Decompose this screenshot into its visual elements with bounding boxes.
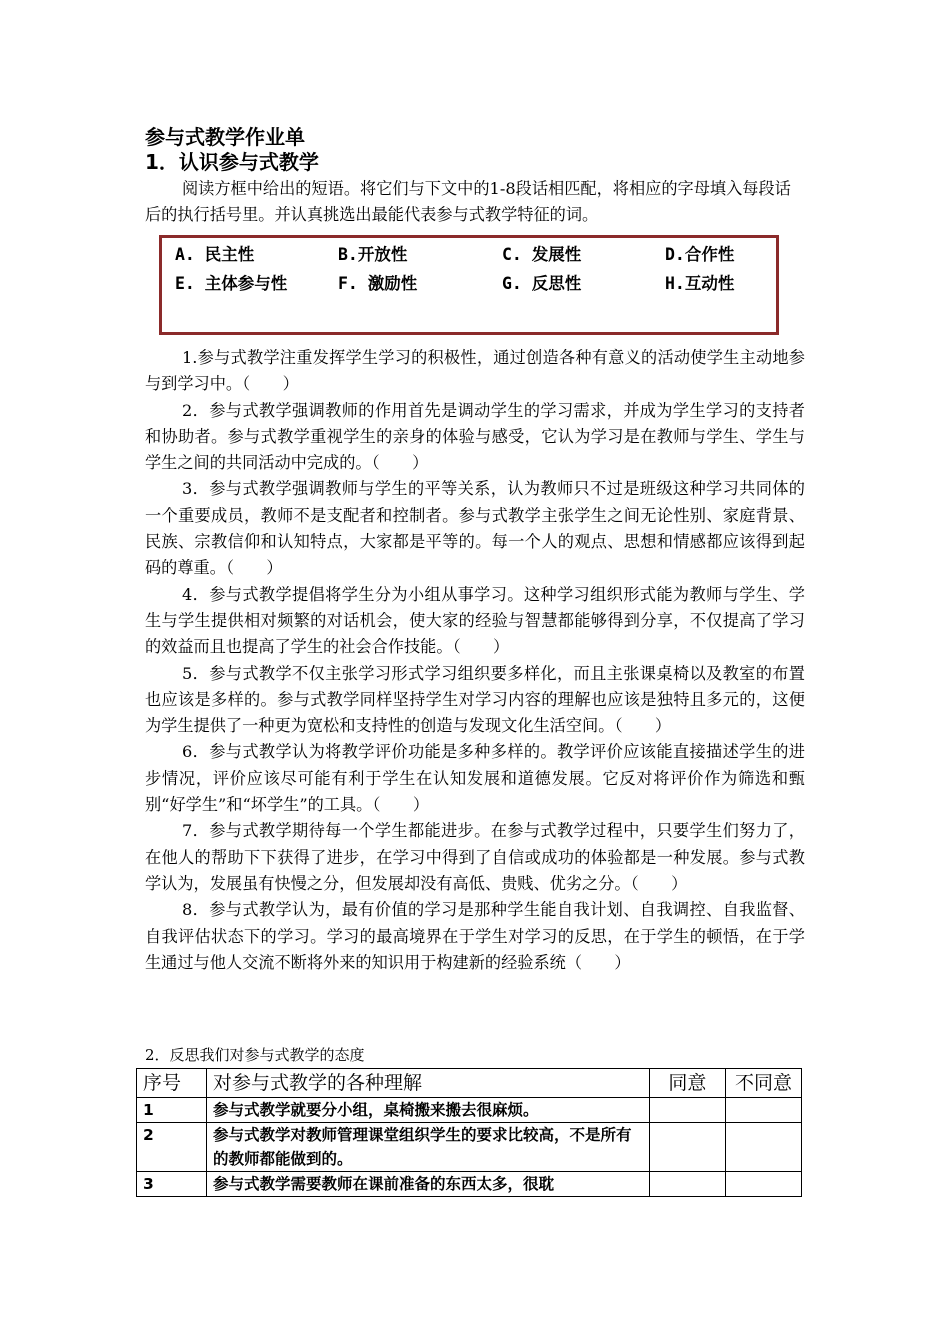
row-number: 3	[137, 1172, 207, 1197]
option-g: G. 反思性	[502, 274, 582, 293]
option-c: C. 发展性	[502, 245, 582, 264]
col-header-number: 序号	[137, 1069, 207, 1098]
statement-item: 6．参与式教学认为将教学评价功能是多种多样的。教学评价应该能直接描述学生的进步情况，评价应该尽可能有利于学生在认知发展和道德发展。它反对将评价作为筛选和甄别“好学生”和“坏学生”的工具。（ ）	[145, 742, 805, 815]
agree-cell[interactable]	[649, 1172, 725, 1197]
statement-item: 8．参与式教学认为，最有价值的学习是那种学生能自我计划、自我调控、自我监督、自我评估状态下的学习。学习的最高境界在于学生对学习的反思，在于学生的顿悟，在于学生通过与他人交流不断将外来的知识用于构建新的经验系统（ ）	[145, 900, 805, 972]
statement-item: 7．参与式教学期待每一个学生都能进步。在参与式教学过程中，只要学生们努力了，在他人的帮助下下获得了进步，在学习中得到了自信或成功的体验都是一种发展。参与式教学认为，发展虽有快慢之分，但发展却没有高低、贵贱、优劣之分。（ ）	[145, 821, 805, 893]
agree-cell[interactable]	[649, 1123, 725, 1172]
page-title: 参与式教学作业单	[145, 125, 305, 149]
option-f: F. 激励性	[338, 274, 418, 293]
statement-item: 5．参与式教学不仅主张学习形式学习组织要多样化，而且主张课桌椅以及教室的布置也应该是多样的。参与式教学同样坚持学生对学习内容的理解也应该是独特且多元的，这便为学生提供了一种更为宽松和支持性的创造与发现文化生活空间。（ ）	[145, 663, 805, 736]
section1-intro: 阅读方框中给出的短语。将它们与下文中的1-8段话相匹配，将相应的字母填入每段话后的执行括号里。并认真挑选出最能代表参与式教学特征的词。	[145, 179, 791, 224]
disagree-cell[interactable]	[725, 1098, 801, 1123]
statement-item: 4．参与式教学提倡将学生分为小组从事学习。这种学习组织形式能为教师与学生、学生与学生提供相对频繁的对话机会，使大家的经验与智慧都能够得到分享，不仅提高了学习的效益而且也提高了学生的社会合作技能。（ ）	[145, 584, 805, 657]
statement-item: 3．参与式教学强调教师与学生的平等关系，认为教师只不过是班级这种学习共同体的一个重要成员，教师不是支配者和控制者。参与式教学主张学生之间无论性别、家庭背景、民族、宗教信仰和认知特点，大家都是平等的。每一个人的观点、思想和情感都应该得到起码的尊重。（ ）	[145, 479, 805, 578]
attitude-table	[136, 1068, 802, 1197]
section1-heading: 1．认识参与式教学	[145, 150, 319, 174]
table-row	[137, 1098, 802, 1123]
row-number: 2	[137, 1123, 207, 1172]
row-number: 1	[137, 1098, 207, 1123]
statement-item: 1.参与式教学注重发挥学生学习的积极性，通过创造各种有意义的活动使学生主动地参与到学习中。（ ）	[145, 348, 805, 394]
disagree-cell[interactable]	[725, 1172, 801, 1197]
table-row	[137, 1123, 802, 1172]
statement-list	[145, 345, 805, 976]
table-row	[137, 1172, 802, 1197]
col-header-disagree: 不同意	[725, 1069, 801, 1098]
row-statement: 参与式教学对教师管理课堂组织学生的要求比较高，不是所有的教师都能做到的。	[206, 1123, 649, 1172]
section2-heading: 2．反思我们对参与式教学的态度	[145, 1046, 365, 1064]
option-e: E. 主体参与性	[175, 274, 288, 293]
option-d: D.合作性	[665, 245, 735, 264]
disagree-cell[interactable]	[725, 1123, 801, 1172]
row-statement: 参与式教学就要分小组，桌椅搬来搬去很麻烦。	[206, 1098, 649, 1123]
agree-cell[interactable]	[649, 1098, 725, 1123]
option-b: B.开放性	[338, 245, 408, 264]
statement-item: 2．参与式教学强调教师的作用首先是调动学生的学习需求，并成为学生学习的支持者和协助者。参与式教学重视学生的亲身的体验与感受，它认为学习是在教师与学生、学生与学生之间的共同活动中完成的。（ ）	[145, 400, 805, 473]
options-box	[159, 235, 779, 335]
row-statement: 参与式教学需要教师在课前准备的东西太多，很耽	[206, 1172, 649, 1197]
table-header-row	[137, 1069, 802, 1098]
col-header-understanding: 对参与式教学的各种理解	[206, 1069, 649, 1098]
option-h: H.互动性	[665, 274, 735, 293]
col-header-agree: 同意	[649, 1069, 725, 1098]
option-a: A. 民主性	[175, 245, 255, 264]
